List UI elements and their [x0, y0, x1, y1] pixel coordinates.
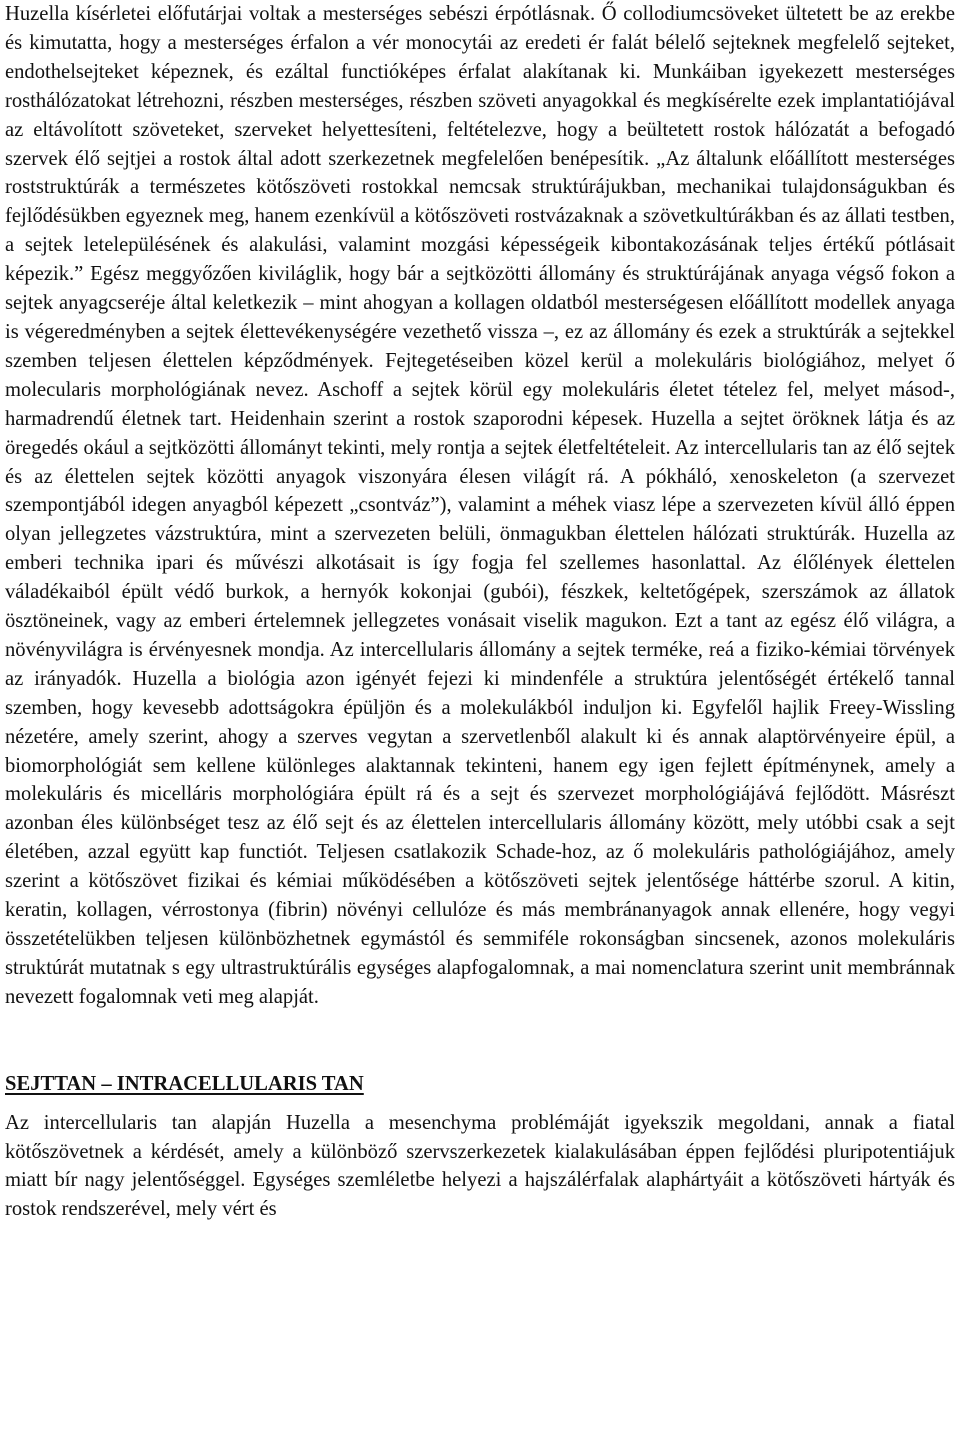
body-paragraph-intercellular-theory: Az intercellularis tan alapján Huzella a mesenchyma problémáját igyekszik megoldani, annak a fiatal kötőszövetnek a kérdését, amely a különböző szervszerkezetek kialakulásában éppen fejlődési pluripotentiájuk miatt bír nagy jelentőséggel. Egységes szemléletbe helyezi a hajszálérfalak alaphártyáit a kötőszöveti hártyák és rostok rendszerével, mely vért és: [5, 1111, 955, 1221]
section-heading: SEJTTAN – INTRACELLULARIS TAN: [5, 1072, 364, 1095]
body-paragraph-huzella-experiments: Huzella kísérletei előfutárjai voltak a mesterséges sebészi érpótlásnak. Ő collodiumcsöveket ültetett be az erekbe és kimutatta, hogy a mesterséges érfalon a vér monocytái az eredeti ér falát bélelő sejteknek megfelelő sejteket, endothelsejteket képeznek, és ezáltal functióképes érfalat alakítanak ki. Munkáiban igyekezett mesterséges rosthálózatokat létrehozni, részben mesterséges, részben szöveti anyagokkal és megkísérelte ezek implantatiójával az eltávolított szöveteket, szerveket helyettesíteni, feltételezve, hogy a beültetett rostok hálózatát a befogadó szervek élő sejtjei a rostok által adott szerkezetnek megfelelően benépesítik. „Az általunk előállított mesterséges roststruktúrák a természetes kötőszöveti rostokkal nemcsak struktúrájukban, mechanikai tulajdonságukban és fejlődésükben egyeznek meg, hanem ezenkívül a kötőszöveti rostvázaknak a szövetkultúrákban és az állati testben, a sejtek letelepülésének és alakulási, valamint mozgási képességeik kibontakozásának teljes értékű pótlásait képezik.” Egész meggyőzően kiviláglik, hogy bár a sejtközötti állomány és struktúrájának anyaga végső fokon a sejtek anyagcseréje által keletkezik – mint ahogyan a kollagen oldatból mesterségesen előállított modellek anyaga is végeredményben a sejtek élettevékenységére vezethető vissza –, ez az állomány és ezek a struktúrák a sejtekkel szemben teljesen élettelen képződmények. Fejtegetéseiben közel kerül a molekuláris biológiához, melyet ő molecularis morphológiának nevez. Aschoff a sejtek körül egy molekuláris életet tételez fel, melyet másod-, harmadrendű életnek tart. Heidenhain szerint a rostok szaporodni képesek. Huzella a sejtet öröknek látja és az öregedés okául a sejtközötti állományt tekinti, mely rontja a sejtek életfeltételeit. Az intercellularis tan az élő sejtek és az élettelen sejtek közötti anyagok viszonyára élesen világít rá. A pókháló, xenoskeleton (a szervezet szempontjából idegen anyagból képezett „csontváz”), valamint a méhek viasz lépe a szervezeten kívül álló éppen olyan jellegzetes vázstruktúra, mint a szervezeten belüli, önmagukban élettelen hálózati struktúrák. Huzella az emberi technika ipari és művészi alkotásait is így fogja fel szellemes hasonlattal. Az élőlények élettelen váladékaiból épült védő burkok, a hernyók kokonjai (gubói), fészkek, keltetőgépek, szerszámok az állatok ösztöneinek, vagy az emberi értelemnek jellegzetes vonásait viselik magukon. Ezt a tant az egész élő világra, a növényvilágra is érvényesnek mondja. Az intercellularis állomány a sejtek terméke, reá a fiziko-kémiai törvények az irányadók. Huzella a biológia azon igényét fejezi ki mindenféle a struktúra jelentőségét értékelő tannal szemben, hogy kevesebb adottságokra épüljön és a molekulákból induljon ki. Egyfelől hajlik Freey-Wissling nézetére, amely szerint, ahogy a szerves vegytan a szervetlenből alakult ki és annak alaptörvényeire épül, a biomorphológiát sem kellene különleges alaktannak tekinteni, hanem egy igen fejlett építménynek, amely a molekuláris és micelláris morphológiára épült rá és a sejt és szervezet morphológiájává fejlődött. Másrészt azonban éles különbséget tesz az élő sejt és az élettelen intercellularis állomány között, mely utóbbi csak a sejt életében, azzal együtt kap functiót. Teljesen csatlakozik Schade-hoz, az ő molekuláris pathológiájához, amely szerint a kötőszövet fizikai és kémiai működésében a kötőszöveti sejtek jelentősége háttérbe szorul. A kitin, keratin, kollagen, vérrostonya (fibrin) növényi cellulóze és más membránanyagok annak ellenére, hogy vegyi összetételükben teljesen különbözhetnek egymástól és semmiféle rokonságban sincsenek, azonos molekuláris struktúrát mutatnak s egy ultrastruktúrális egységes alapfogalomnak, a mai nomenclatura szerint unit membránnak nevezett fogalomnak veti meg alapját.: [5, 3, 955, 1008]
document-page: [5, 0, 955, 1224]
